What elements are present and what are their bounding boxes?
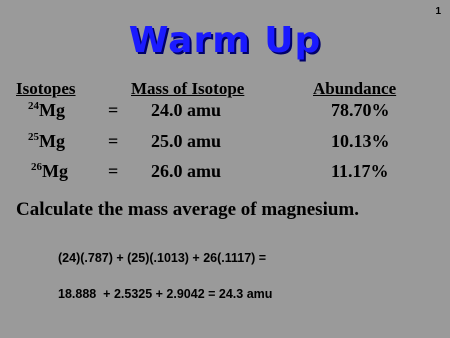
element-symbol: Mg [39, 131, 65, 151]
page-title: Warm Up [128, 20, 322, 61]
mass-value: 26.0 amu [151, 161, 222, 181]
mass-number: 25 [28, 131, 39, 143]
table-row [0, 131, 450, 155]
calculation-step-1: (24)(.787) + (25)(.1013) + 26(.1117) = [58, 251, 267, 265]
mass-number: 24 [28, 100, 39, 112]
equals-sign: = [108, 100, 119, 120]
abundance-value: 10.13% [331, 131, 390, 151]
mass-number: 26 [31, 161, 42, 173]
table-row [0, 100, 450, 124]
isotope-cell [28, 100, 65, 121]
element-symbol: Mg [39, 100, 65, 120]
header-abundance: Abundance [313, 79, 397, 98]
slide-number: 1 [435, 6, 441, 17]
table-row [0, 161, 450, 185]
mass-value: 25.0 amu [151, 131, 222, 151]
isotope-cell [31, 161, 68, 182]
isotope-cell [28, 131, 65, 152]
mass-value: 24.0 amu [151, 100, 222, 120]
header-mass-of-isotope: Mass of Isotope [131, 79, 245, 98]
abundance-value: 11.17% [331, 161, 389, 181]
abundance-value: 78.70% [331, 100, 390, 120]
question-text: Calculate the mass average of magnesium. [16, 199, 360, 220]
element-symbol: Mg [42, 161, 68, 181]
equals-sign: = [108, 131, 119, 151]
equals-sign: = [108, 161, 119, 181]
header-isotopes: Isotopes [16, 79, 76, 98]
calculation-step-2: 18.888 + 2.5325 + 2.9042 = 24.3 amu [58, 287, 273, 301]
